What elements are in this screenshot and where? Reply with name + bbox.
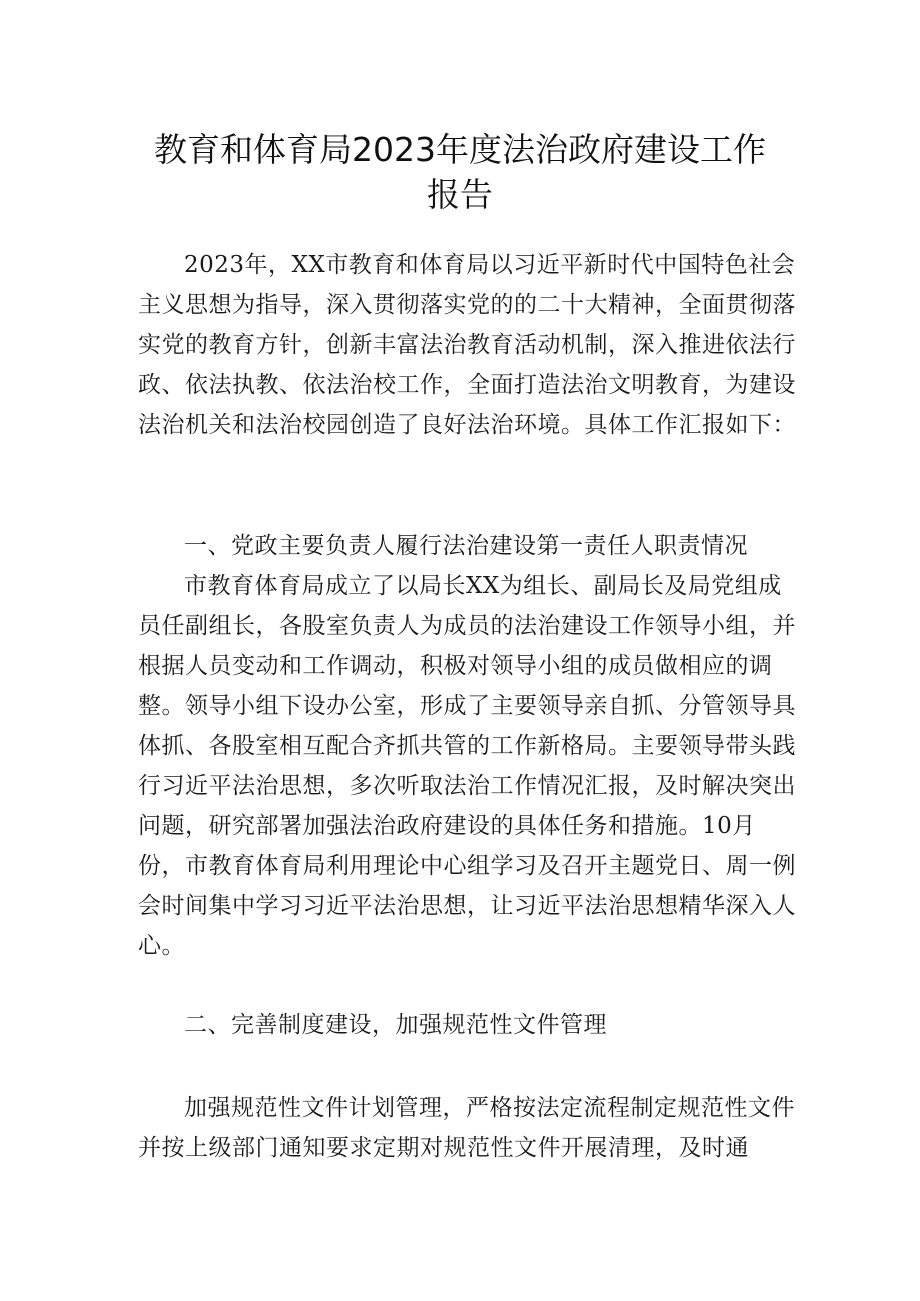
section-heading-1: 一、党政主要负责人履行法治建设第一责任人职责情况 [184,533,748,559]
section-2-paragraph: 加强规范性文件计划管理，严格按法定流程制定规范性文件并按上级部门通知要求定期对规范性文件开展清理，及时通 [138,1095,795,1161]
document-title-line-2: 报告 [427,175,493,214]
section-heading-2: 二、完善制度建设，加强规范性文件管理 [184,1012,607,1038]
section-1-paragraph: 市教育体育局成立了以局长XX为组长、副局长及局党组成员任副组长，各股室负责人为成员的法治建设工作领导小组，并根据人员变动和工作调动，积极对领导小组的成员做相应的调整。领导小组下设办公室，形成了主要领导亲自抓、分管领导具体抓、各股室相互配合齐抓共管的工作新格局。主要领导带头践行习近平法治思想，多次听取法治工作情况汇报，及时解决突出问题，研究部署加强法治政府建设的具体任务和措施。10月份，市教育体育局利用理论中心组学习及召开主题党日、周一例会时间集中学习习近平法治思想，让习近平法治思想精华深入人心。 [138,573,796,959]
document-title-line-1: 教育和体育局2023年度法治政府建设工作 [154,130,766,169]
intro-paragraph: 2023年，XX市教育和体育局以习近平新时代中国特色社会主义思想为指导，深入贯彻落实党的的二十大精神，全面贯彻落实党的教育方针，创新丰富法治教育活动机制，深入推进依法行政、依法执教、依法治校工作，全面打造法治文明教育，为建设法治机关和法治校园创造了良好法治环境。具体工作汇报如下： [138,252,796,438]
